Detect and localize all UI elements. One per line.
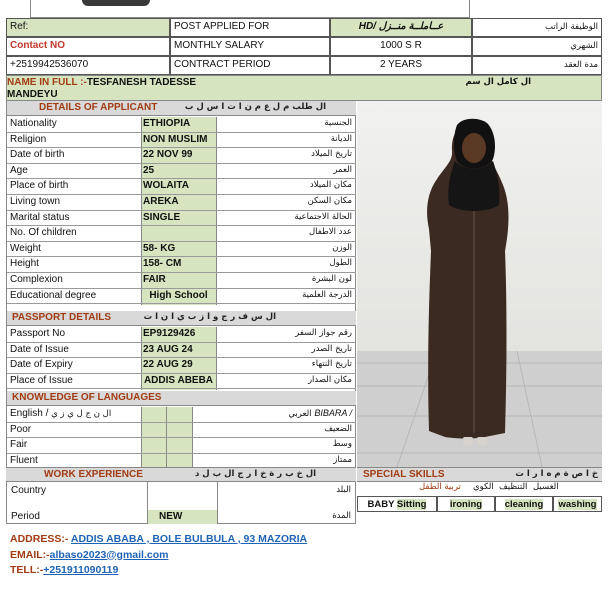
passport-date-of-issue-ar: تاريخ الصدر — [311, 343, 352, 354]
email-line — [10, 548, 600, 564]
skill-label-sitting: Sitting — [396, 499, 427, 510]
skill-label-cleaning: cleaning — [504, 499, 544, 510]
detail-living-town-value: AREKA — [143, 196, 179, 207]
ref-cell — [6, 18, 170, 37]
detail-place-of-birth-ar: مكان الميلاد — [309, 180, 352, 191]
detail-religion-row — [7, 133, 356, 149]
contact-label-cell — [6, 37, 170, 56]
detail-height-value: 158- CM — [143, 258, 182, 270]
detail-no-of-children-label: No. Of children — [10, 227, 77, 239]
detail-date-of-birth-row — [7, 148, 356, 164]
contract-value-cell — [330, 56, 472, 75]
detail-nationality-ar: الجنسية — [324, 118, 352, 128]
detail-complexion-label: Complexion — [10, 274, 63, 285]
passport-date-of-expiry-ar: تاريخ النتهاء — [311, 359, 352, 370]
monthly-salary-value: 1000 S R — [380, 40, 422, 51]
details-table — [7, 117, 356, 305]
post-applied-ar-cell — [472, 18, 602, 37]
english-ar: ال ن ج ل ي ز ي — [51, 409, 112, 419]
skills-title-ar: خ ا ص ة م ه ا ر ا ت — [515, 469, 598, 479]
skill-ar-2: الكوي — [473, 482, 494, 492]
post-applied-value: HD/ عــاملــة منــزل — [358, 21, 444, 32]
detail-no-of-children-row — [7, 226, 356, 242]
name-ar: ال كامل ال سم — [465, 77, 531, 87]
detail-place-of-birth-label: Place of birth — [10, 180, 69, 192]
languages-header — [7, 391, 356, 406]
detail-educational-degree-row — [7, 289, 356, 305]
email-link[interactable]: albaso2023@gmail.com — [49, 548, 169, 561]
skill-cell-sitting — [357, 496, 437, 512]
passport-date-of-expiry-value: 22 AUG 29 — [143, 359, 193, 371]
detail-weight-label: Weight — [10, 242, 41, 254]
passport-place-of-issue-value: ADDIS ABEBA — [143, 374, 214, 386]
contract-ar: مدة العقد — [564, 60, 598, 70]
post-applied-value-cell — [330, 18, 472, 37]
passport-date-of-issue-value: 23 AUG 24 — [143, 343, 193, 355]
contact-footer — [10, 532, 600, 580]
name-bar — [6, 75, 602, 101]
language-fluent-ar: ممتاز — [333, 454, 352, 465]
detail-living-town-label: Living town — [10, 196, 61, 207]
passport-header — [7, 311, 356, 326]
detail-religion-ar: الديانة — [330, 133, 352, 144]
detail-educational-degree-label: Educational degree — [10, 289, 97, 301]
details-title: DETAILS OF APPLICANT — [39, 102, 158, 113]
skill-ar-1: التنظيف — [499, 482, 528, 492]
period-ar: المدة — [332, 511, 351, 521]
languages-title: KNOWLEDGE OF LANGUAGES — [12, 392, 162, 403]
ref-label: Ref: — [10, 21, 29, 32]
passport-date-of-expiry-row — [7, 358, 356, 374]
work-header — [6, 467, 356, 482]
english-label: English / — [10, 408, 49, 419]
detail-age-value: 25 — [143, 164, 155, 176]
detail-place-of-birth-value: WOLAITA — [143, 180, 189, 192]
passport-passport-no-value: EP9129426 — [143, 328, 196, 339]
contract-label: CONTRACT PERIOD — [174, 59, 271, 70]
passport-passport-no-ar: رقم جواز السفر — [295, 328, 352, 338]
detail-educational-degree-ar: الدرجة العلمية — [302, 289, 352, 300]
tell-line — [10, 563, 600, 579]
passport-table — [7, 327, 356, 390]
contract-ar-cell — [472, 56, 602, 75]
details-title-ar: ال طلب م ل ع م ن ا ت ا س ل ب — [184, 102, 326, 112]
detail-marital-status-label: Marital status — [10, 211, 70, 223]
post-applied-label: POST APPLIED FOR — [174, 21, 270, 32]
details-header — [7, 101, 356, 116]
detail-complexion-row — [7, 273, 356, 289]
detail-height-row — [7, 257, 356, 273]
name-line2: MANDEYU — [7, 89, 58, 100]
detail-marital-status-value: SINGLE — [143, 211, 181, 223]
top-strip — [0, 0, 608, 18]
detail-height-label: Height — [10, 258, 39, 270]
detail-educational-degree-value: High School — [149, 289, 208, 301]
post-applied-ar: الوظيفة الراتب — [545, 22, 598, 32]
arabic-label: BIBARA / — [314, 408, 352, 418]
language-fair-label: Fair — [10, 439, 28, 451]
skill-label-ironing: ironing — [449, 499, 483, 510]
country-label: Country — [11, 485, 47, 496]
passport-place-of-issue-row — [7, 374, 356, 390]
skill-cell-cleaning — [495, 496, 553, 512]
skill-ar-0: الغسيل — [533, 482, 559, 492]
phone-value: +2519942536070 — [10, 59, 89, 70]
address-line — [10, 532, 600, 548]
applicant-photo — [357, 101, 602, 467]
skill-label-washing: washing — [558, 499, 597, 510]
language-fair-row — [7, 438, 356, 454]
skill-ar-3: تربية الطفل — [419, 482, 461, 492]
detail-religion-value: NON MUSLIM — [143, 133, 208, 145]
languages-table — [7, 407, 356, 469]
skill-cell-ironing — [437, 496, 495, 512]
detail-age-row — [7, 164, 356, 180]
contract-value: 2 YEARS — [379, 59, 423, 70]
monthly-salary-label-cell — [170, 37, 330, 56]
work-table — [6, 482, 356, 524]
skills-header — [357, 467, 602, 482]
detail-date-of-birth-value: 22 NOV 99 — [143, 149, 193, 161]
detail-living-town-ar: مكان السكن — [307, 196, 352, 206]
detail-nationality-value: ETHIOPIA — [143, 118, 191, 129]
skills-title: SPECIAL SKILLS — [363, 469, 445, 480]
post-applied-label-cell — [170, 18, 330, 37]
period-value: NEW — [159, 511, 183, 522]
passport-place-of-issue-label: Place of Issue — [10, 374, 73, 386]
monthly-salary-ar-cell — [472, 37, 602, 56]
passport-title-ar: ال س ف ر ج و ا ز ب ي ا ن ا ت — [143, 312, 276, 322]
period-label: Period — [11, 511, 40, 522]
passport-passport-no-row — [7, 327, 356, 343]
monthly-salary-label: MONTHLY SALARY — [174, 40, 265, 51]
detail-nationality-label: Nationality — [10, 118, 57, 129]
detail-marital-status-ar: الحالة الاجتماعية — [294, 211, 352, 222]
skill-prefix: BABY — [367, 499, 395, 510]
skills-table — [357, 482, 602, 512]
arabic-ar: العربي — [288, 409, 312, 419]
detail-living-town-row — [7, 195, 356, 211]
name-line1: TESFANESH TADESSE — [86, 77, 197, 88]
detail-date-of-birth-label: Date of birth — [10, 149, 65, 161]
detail-date-of-birth-ar: تاريخ الميلاد — [311, 149, 352, 160]
detail-no-of-children-ar: عدد الاطفال — [308, 227, 352, 238]
skill-cell-washing — [553, 496, 602, 512]
form-area — [6, 101, 356, 467]
detail-nationality-row — [7, 117, 356, 133]
detail-religion-label: Religion — [10, 133, 47, 145]
passport-date-of-issue-label: Date of Issue — [10, 343, 69, 355]
passport-place-of-issue-ar: مكان الصدار — [307, 374, 352, 385]
detail-age-ar: العمر — [333, 164, 352, 175]
detail-weight-row — [7, 242, 356, 258]
detail-complexion-value: FAIR — [143, 274, 166, 285]
detail-weight-ar: الوزن — [332, 242, 352, 253]
detail-marital-status-row — [7, 211, 356, 227]
tell-label: TELL:- — [10, 564, 44, 576]
work-title: WORK EXPERIENCE — [44, 469, 143, 480]
header-block — [6, 18, 602, 75]
language-poor-label: Poor — [10, 423, 32, 435]
detail-age-label: Age — [10, 164, 28, 176]
work-title-ar: ال خ ب ر ة خ ا ر ج ال ب ل د — [194, 469, 316, 479]
passport-title: PASSPORT DETAILS — [12, 312, 112, 323]
top-photo-fragment — [82, 0, 150, 6]
detail-height-ar: الطول — [329, 258, 352, 269]
language-row-english — [7, 407, 356, 423]
phone-cell — [6, 56, 170, 75]
email-label: EMAIL:- — [10, 548, 50, 561]
country-ar: البلد — [336, 485, 351, 495]
address-value: ADDIS ABABA , BOLE BULBULA , 93 MAZORIA — [70, 533, 308, 545]
passport-passport-no-label: Passport No — [10, 328, 66, 339]
tell-link[interactable]: +251911090119 — [43, 564, 119, 576]
name-label: NAME IN FULL :- — [7, 77, 87, 88]
language-fluent-label: Fluent — [10, 454, 38, 466]
contact-label: Contact NO — [10, 40, 65, 51]
language-fair-ar: وسط — [332, 439, 352, 450]
monthly-salary-ar: الشهري — [570, 41, 598, 51]
passport-date-of-issue-row — [7, 343, 356, 359]
detail-complexion-ar: لون البشرة — [311, 274, 352, 284]
language-poor-ar: الضعيف — [324, 423, 352, 434]
language-poor-row — [7, 423, 356, 439]
address-label: ADDRESS:- — [10, 533, 69, 545]
passport-date-of-expiry-label: Date of Expiry — [10, 359, 73, 371]
monthly-salary-value-cell — [330, 37, 472, 56]
detail-weight-value: 58- KG — [143, 242, 176, 254]
contract-label-cell — [170, 56, 330, 75]
detail-place-of-birth-row — [7, 179, 356, 195]
